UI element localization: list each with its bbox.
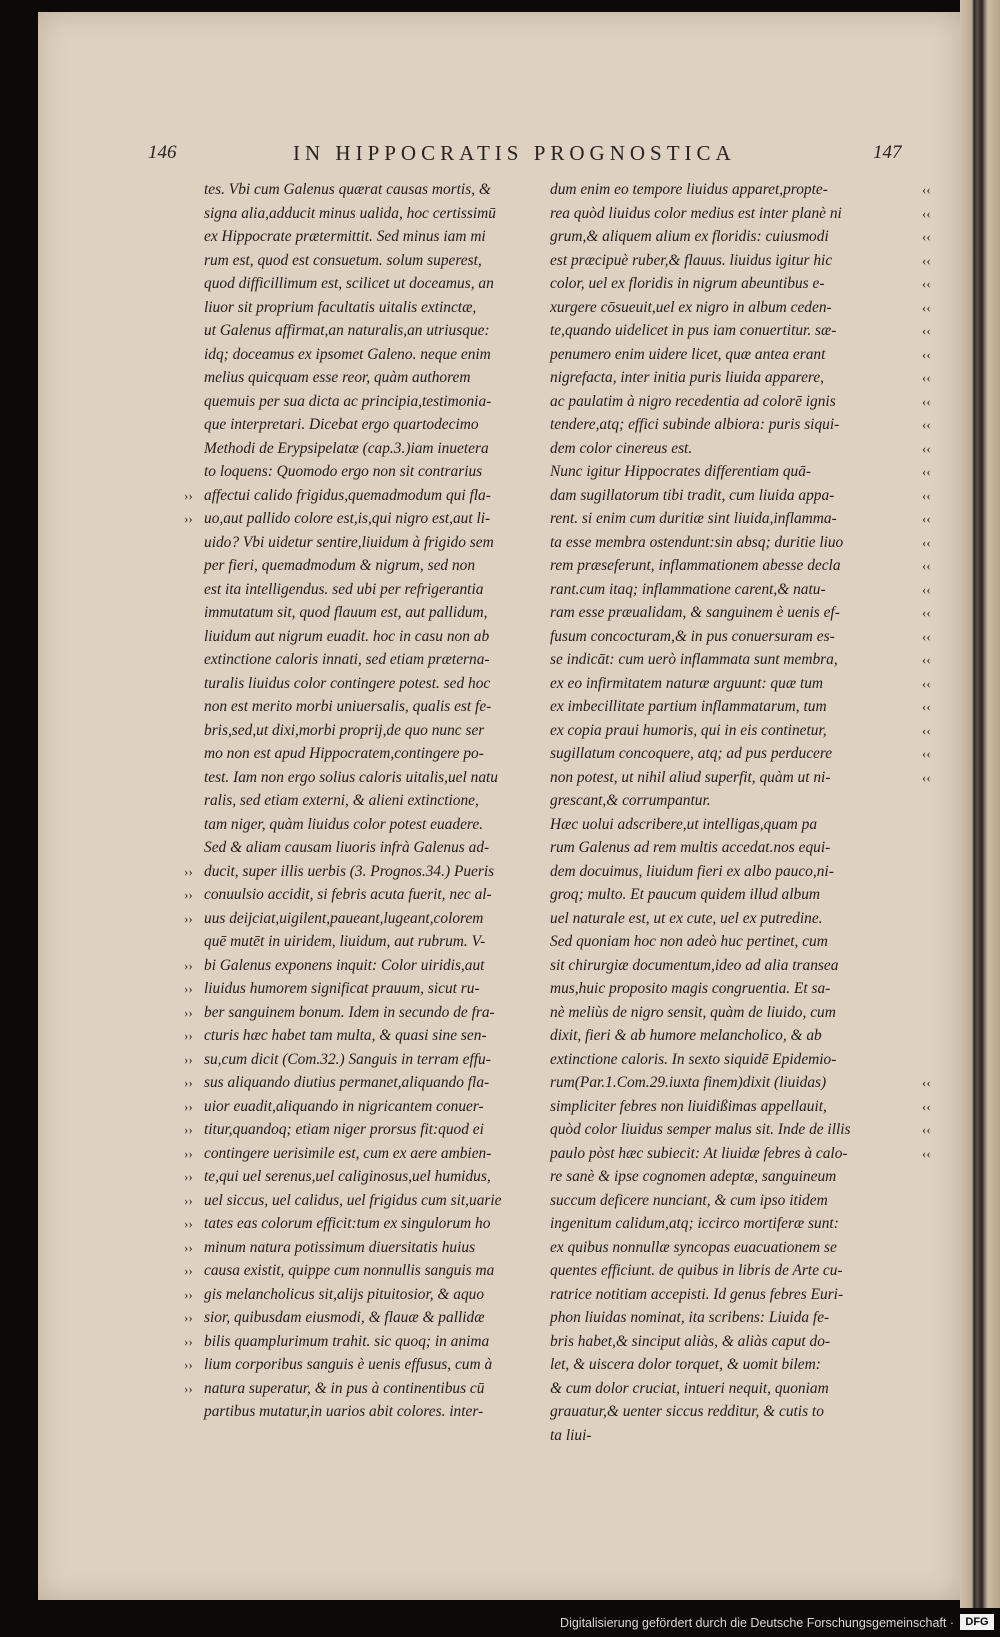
text-line: xurgere cōsueuit,uel ex nigro in album ceden- — [550, 298, 832, 316]
text-line: Sed quoniam hoc non adeò huc pertinet, cum — [550, 933, 828, 950]
text-line: extinctione caloris innati, sed etiam præterna- — [204, 651, 490, 668]
text-line: est ita intelligendus. sed ubi per refrigerantia — [204, 580, 484, 598]
quote-mark-left: ›› — [184, 887, 193, 902]
quote-mark-right: ‹‹ — [922, 699, 931, 714]
text-line: rem præseferunt, inflammationem abesse decla — [550, 557, 841, 574]
text-line: uior euadit,aliquando in nigricantem conuer- — [204, 1097, 484, 1115]
text-line: grauatur,& uenter siccus redditur, & cutis to — [550, 1403, 824, 1420]
text-line: immutatum sit, quod flauum est, aut pallidum, — [204, 604, 488, 621]
quote-mark-right: ‹‹ — [922, 652, 931, 667]
text-line: dam sugillatorum tibi tradit, cum liuida appa- — [550, 486, 835, 504]
quote-mark-right: ‹‹ — [922, 534, 931, 550]
text-line: per fieri, quemadmodum & nigrum, sed non — [204, 557, 476, 574]
text-line: titur,quandoq; etiam niger prorsus fit:quod ei — [204, 1121, 484, 1138]
quote-mark-left: ›› — [184, 1263, 193, 1278]
quote-mark-left: ›› — [184, 1169, 193, 1184]
quote-mark-right: ‹‹ — [922, 205, 931, 221]
digitization-footer — [0, 1608, 1000, 1637]
text-line: est præcipuè ruber,& flauus. liuidus igitur hic — [550, 251, 833, 269]
quote-mark-right: ‹‹ — [922, 252, 931, 268]
text-line: & cum dolor cruciat, intueri nequit, quoniam — [550, 1379, 829, 1397]
quote-mark-right: ‹‹ — [922, 346, 931, 362]
quote-mark-right: ‹‹ — [922, 370, 931, 385]
text-line: idq; doceamus ex ipsomet Galeno. neque enim — [204, 345, 491, 363]
text-line: affectui calido frigidus,quemadmodum qui fla- — [204, 486, 491, 504]
text-line: minum natura potissimum diuersitatis huius — [204, 1238, 476, 1256]
quote-mark-left: ›› — [184, 1098, 193, 1114]
quote-mark-right: ‹‹ — [922, 1075, 931, 1090]
text-line: turalis liuidus color contingere potest. sed hoc — [204, 674, 491, 692]
text-line: rent. si enim cum duritiæ sint liuida,inflamma- — [550, 510, 837, 527]
text-line: ex eo infirmitatem naturæ arguunt: quæ tum — [550, 674, 824, 692]
text-line: dum enim eo tempore liuidus apparet,propte- — [550, 181, 828, 198]
text-line: Nunc igitur Hippocrates differentiam quā- — [550, 463, 812, 480]
text-line: cturis hæc habet tam multa, & quasi sine sen- — [204, 1027, 487, 1044]
quote-mark-left: ›› — [184, 1075, 193, 1090]
text-line: dem color cinereus est. — [550, 439, 693, 457]
text-line: ducit, super illis uerbis (3. Prognos.34.) Pueris — [204, 862, 495, 880]
text-line: extinctione caloris. In sexto siquidē Epidemio- — [550, 1050, 837, 1068]
text-line: rant.cum itaq; inflammatione carent,& natu- — [550, 580, 826, 598]
text-line: ex copia praui humoris, qui in eis continetur, — [550, 721, 827, 739]
quote-mark-left: ›› — [184, 1004, 193, 1020]
quote-mark-left: ›› — [184, 1357, 193, 1372]
text-line: quòd color liuidus semper malus sit. Inde de illis — [550, 1121, 851, 1138]
quote-mark-left: ›› — [184, 1333, 193, 1349]
quote-mark-right: ‹‹ — [922, 511, 931, 526]
text-line: non potest, ut nihil aliud superfit, quàm ut ni- — [550, 768, 831, 786]
text-line: Hæc uolui adscribere,ut intelligas,quam pa — [550, 815, 818, 833]
text-line: lium corporibus sanguis è uenis effusus, cum à — [204, 1356, 493, 1373]
text-line: ex Hippocrate prætermittit. Sed minus iam mi — [204, 228, 486, 245]
text-line: ut Galenus affirmat,an naturalis,an utriusque: — [204, 322, 490, 339]
quote-mark-right: ‹‹ — [922, 276, 931, 291]
text-line: tes. Vbi cum Galenus quærat causas mortis, & — [204, 181, 491, 198]
text-line: contingere uerisimile est, cum ex aere ambien- — [204, 1144, 492, 1162]
text-line: sus aliquando diutius permanet,aliquando fla- — [204, 1074, 490, 1091]
text-line: ta liui- — [550, 1426, 592, 1444]
quote-mark-left: ›› — [184, 1028, 193, 1043]
quote-mark-right: ‹‹ — [922, 393, 931, 409]
text-line: ex imbecillitate partium inflammatarum, tum — [550, 698, 827, 715]
text-line: fusum concocturam,& in pus conuersuram es- — [550, 627, 835, 645]
quote-mark-right: ‹‹ — [922, 722, 931, 738]
text-line: ta esse membra ostendunt:sin absq; duritie liuo — [550, 533, 844, 551]
text-line: rum Galenus ad rem multis accedat.nos equi- — [550, 839, 831, 856]
text-line: test. Iam non ergo solius caloris uitalis,uel natu — [204, 768, 498, 786]
text-line: tates eas colorum efficit:tum ex singulorum ho — [204, 1215, 491, 1232]
text-line: liuidum aut nigrum euadit. hoc in casu non ab — [204, 627, 490, 645]
quote-mark-left: ›› — [184, 1310, 193, 1325]
text-line: dem docuimus, liuidum fieri ex albo pauco,ni- — [550, 862, 834, 880]
text-line: sit chirurgiæ documentum,ideo ad alia transea — [550, 956, 839, 974]
quote-mark-left: ›› — [184, 1122, 193, 1137]
text-line: melius quicquam esse reor, quàm authorem — [204, 369, 471, 386]
quote-mark-right: ‹‹ — [922, 605, 931, 620]
text-line: let, & uiscera dolor torquet, & uomit bilem: — [550, 1356, 821, 1373]
text-line: sugillatum concoquere, atq; ad pus perducere — [550, 745, 833, 762]
quote-mark-right: ‹‹ — [922, 464, 931, 479]
text-line: quentes efficiunt. de quibus in libris de Arte cu- — [550, 1262, 843, 1279]
text-line: rum est, quod est consuetum. solum superest, — [204, 251, 482, 269]
quote-mark-left: ›› — [184, 1192, 193, 1208]
quote-mark-right: ‹‹ — [922, 323, 931, 338]
quote-mark-left: ›› — [184, 981, 193, 996]
text-line: paulo pòst hæc subiecit: At liuidæ febres à calo- — [550, 1144, 848, 1162]
text-line: bilis quamplurimum trahit. sic quoq; in anima — [204, 1332, 490, 1350]
text-line: sior, quibusdam eiusmodi, & flauæ & pallidæ — [204, 1309, 485, 1326]
page-header — [38, 142, 960, 166]
quote-mark-left: ›› — [184, 1239, 193, 1255]
text-line: groq; multo. Et paucum quidem illud album — [550, 886, 821, 903]
quote-mark-right: ‹‹ — [922, 675, 931, 691]
text-line: bris,sed,ut dixi,morbi proprij,de quo nunc ser — [204, 721, 485, 739]
text-line: to loquens: Quomodo ergo non sit contrarius — [204, 463, 483, 480]
text-line: uel naturale est, ut ex cute, uel ex putredine. — [550, 909, 823, 927]
text-line: ratrice notitiam accepisti. Id genus febres Euri- — [550, 1285, 844, 1303]
text-line: rum(Par.1.Com.29.iuxta finem)dixit (liuidas) — [550, 1074, 827, 1091]
text-line: non est merito morbi uniuersalis, qualis est fe- — [204, 698, 492, 715]
quote-mark-left: ›› — [184, 1216, 193, 1231]
text-line: quē mutēt in uiridem, liuidum, aut rubrum. V- — [204, 933, 486, 950]
text-line: te,qui uel serenus,uel caliginosus,uel humidus, — [204, 1168, 491, 1185]
text-line: gis melancholicus sit,alijs pituitosior, & aquo — [204, 1285, 485, 1303]
text-line: rea quòd liuidus color medius est inter planè ni — [550, 204, 842, 222]
text-line: partibus mutatur,in uarios abit colores. inter- — [204, 1403, 484, 1420]
book-edge — [960, 0, 1000, 1608]
text-line: penumero enim uidere licet, quæ antea erant — [550, 345, 826, 363]
text-line: nè meliùs de nigro sensit, quàm de liuido, cum — [550, 1003, 836, 1021]
text-line: quemuis per sua dicta ac principia,testimonia- — [204, 392, 492, 410]
quote-mark-left: ›› — [184, 487, 193, 503]
left-text-column — [204, 178, 574, 1424]
running-title: IN HIPPOCRATIS PROGNOSTICA — [293, 141, 736, 165]
text-line: nigrefacta, inter initia puris liuida apparere, — [550, 369, 825, 386]
text-line: liuidus humorem significat prauum, sicut ru- — [204, 980, 480, 997]
text-line: ralis, sed etiam externi, & alieni extinctione, — [204, 792, 479, 809]
text-line: ex quibus nonnullæ syncopas euacuationem se — [550, 1238, 837, 1256]
quote-mark-right: ‹‹ — [922, 581, 931, 597]
quote-mark-left: ›› — [184, 1380, 193, 1396]
text-line: uus deijciat,uigilent,paueant,lugeant,colorem — [204, 909, 484, 927]
text-line: liuor sit proprium facultatis uitalis extinctæ, — [204, 298, 477, 316]
quote-mark-right: ‹‹ — [922, 487, 931, 503]
text-line: re sanè & ipse cognomen adeptæ, sanguineum — [550, 1168, 837, 1185]
text-line: uel siccus, uel calidus, uel frigidus cum sit,uarie — [204, 1191, 502, 1209]
quote-mark-left: ›› — [184, 1051, 193, 1067]
quote-mark-right: ‹‹ — [922, 628, 931, 644]
page-number-left: 146 — [148, 142, 177, 163]
text-line: quod difficillimum est, scilicet ut doceamus, an — [204, 275, 494, 292]
text-line: conuulsio accidit, si febris acuta fuerit, nec al- — [204, 886, 492, 903]
text-line: su,cum dicit (Com.32.) Sanguis in terram effu- — [204, 1050, 491, 1068]
quote-mark-right: ‹‹ — [922, 417, 931, 432]
quote-mark-left: ›› — [184, 863, 193, 879]
quote-mark-left: ›› — [184, 1145, 193, 1161]
dfg-logo: DFG — [960, 1614, 994, 1630]
text-line: tam niger, quàm liuidus color potest euadere. — [204, 815, 483, 833]
right-text-column — [550, 178, 910, 1447]
text-line: phon liuidas nominat, ita scribens: Liuida fe- — [550, 1309, 830, 1326]
text-line: ingenitum calidum,atq; iccirco mortiferæ sunt: — [550, 1215, 839, 1232]
quote-mark-right: ‹‹ — [922, 1098, 931, 1114]
text-line: bris habet,& sinciput aliàs, & aliàs caput do- — [550, 1332, 831, 1350]
page-number-right: 147 — [873, 142, 902, 163]
text-line: ram esse præualidam, & sanguinem è uenis ef- — [550, 604, 840, 621]
text-line: signa alia,adducit minus ualida, hoc certissimū — [204, 204, 496, 222]
text-line: que interpretari. Dicebat ergo quartodecimo — [204, 416, 479, 433]
text-line: se indicāt: cum uerò inflammata sunt membra, — [550, 651, 838, 668]
text-line: dixit, fieri & ab humore melancholico, & ab — [550, 1027, 822, 1044]
quote-mark-left: ›› — [184, 957, 193, 973]
quote-mark-right: ‹‹ — [922, 229, 931, 244]
quote-mark-right: ‹‹ — [922, 440, 931, 456]
text-line: mus,huic proposito magis congruentia. Et sa- — [550, 980, 831, 997]
text-line: color, uel ex floridis in nigrum abeuntibus e- — [550, 275, 825, 292]
quote-mark-right: ‹‹ — [922, 299, 931, 315]
text-line: mo non est apud Hippocratem,contingere po- — [204, 745, 484, 762]
text-line: simpliciter febres non liuidißimas appellauit, — [550, 1097, 827, 1115]
text-line: Sed & aliam causam liuoris infrà Galenus ad- — [204, 839, 490, 856]
book-page — [38, 12, 960, 1600]
text-line: Methodi de Erypsipelatæ (cap.3.)iam inuetera — [204, 439, 489, 457]
text-line: ac paulatim à nigro recedentia ad colorē ignis — [550, 392, 836, 410]
text-line: ber sanguinem bonum. Idem in secundo de fra- — [204, 1003, 495, 1021]
quote-mark-right: ‹‹ — [922, 746, 931, 761]
text-line: grescant,& corrumpantur. — [550, 792, 711, 809]
text-line: tendere,atq; effici subinde albiora: puris siqui- — [550, 416, 840, 433]
footer-credit: Digitalisierung gefördert durch die Deutsche Forschungsgemeinschaft · — [560, 1616, 954, 1630]
quote-mark-left: ›› — [184, 910, 193, 926]
quote-mark-right: ‹‹ — [922, 182, 931, 197]
quote-mark-right: ‹‹ — [922, 558, 931, 573]
text-line: grum,& aliquem alium ex floridis: cuiusmodi — [550, 228, 829, 245]
text-line: uido? Vbi uidetur sentire,liuidum à frigido sem — [204, 533, 494, 551]
text-line: succum deficere nunciant, & cum ipso itidem — [550, 1191, 828, 1209]
quote-mark-right: ‹‹ — [922, 1145, 931, 1161]
quote-mark-right: ‹‹ — [922, 1122, 931, 1137]
quote-mark-left: ›› — [184, 1286, 193, 1302]
quote-mark-right: ‹‹ — [922, 769, 931, 785]
text-line: te,quando uidelicet in pus iam conuertitur. sæ- — [550, 322, 837, 339]
text-line: bi Galenus exponens inquit: Color uiridis,aut — [204, 956, 485, 974]
quote-mark-left: ›› — [184, 511, 193, 526]
text-line: natura superatur, & in pus à continentibus cū — [204, 1379, 485, 1397]
text-line: causa existit, quippe cum nonnullis sanguis ma — [204, 1262, 495, 1279]
text-line: uo,aut pallido colore est,is,qui nigro est,aut li- — [204, 510, 491, 527]
